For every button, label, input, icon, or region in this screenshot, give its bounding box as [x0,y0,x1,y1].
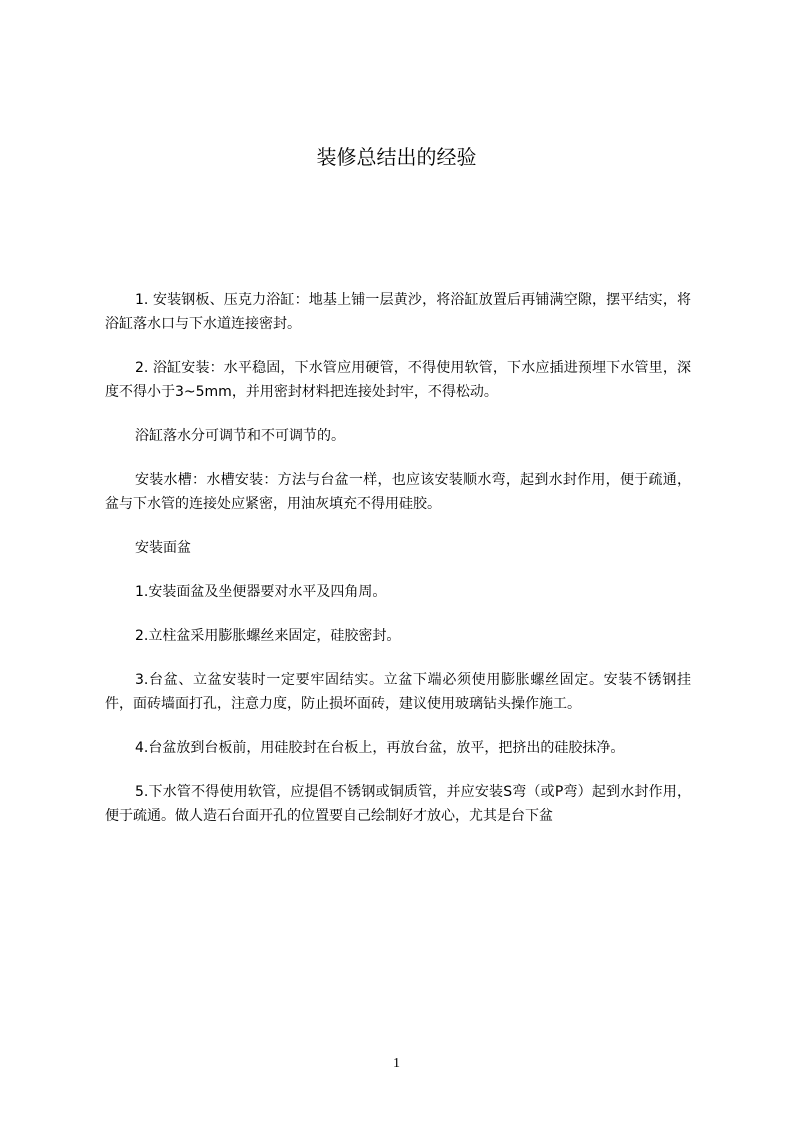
paragraph-sink-installation: 安装水槽：水槽安装：方法与台盆一样，也应该安装顺水弯，起到水封作用，便于疏通，盆与下水管的连接处应紧密，用油灰填充不得用硅胶。 [105,472,691,512]
paragraph-basin-step-4: 4.台盆放到台板前，用硅胶封在台板上，再放台盆，放平，把挤出的硅胶抹净。 [135,740,625,756]
document-body [105,288,691,848]
section-heading-basin: 安装面盆 [135,540,191,556]
paragraph-basin-step-3: 3.台盆、立盆安装时一定要牢固结实。立盆下端必须使用膨胀螺丝固定。安装不锈钢挂件，面砖墙面打孔，注意力度，防止损坏面砖，建议使用玻璃钻头操作施工。 [105,672,691,712]
page-number: 1 [393,1056,400,1071]
paragraph-basin-step-5: 5.下水管不得使用软管，应提倡不锈钢或铜质管，并应安装S弯（或P弯）起到水封作用，便于疏通。做人造石台面开孔的位置要自己绘制好才放心，尤其是台下盆 [105,784,691,824]
paragraph-bathtub-installation: 2. 浴缸安装：水平稳固，下水管应用硬管，不得使用软管，下水应插进预埋下水管里，深度不得小于3~5mm，并用密封材料把连接处封牢，不得松动。 [105,360,691,400]
page-title: 装修总结出的经验 [316,145,477,169]
paragraph-bathtub-drain: 浴缸落水分可调节和不可调节的。 [135,428,345,444]
paragraph-bathtub-steel-acrylic: 1. 安装钢板、压克力浴缸：地基上铺一层黄沙，将浴缸放置后再铺满空隙，摆平结实，将浴缸落水口与下水道连接密封。 [105,292,691,332]
paragraph-basin-step-2: 2.立柱盆采用膨胀螺丝来固定，硅胶密封。 [135,628,401,644]
paragraph-basin-step-1: 1.安装面盆及坐便器要对水平及四角周。 [135,584,387,600]
